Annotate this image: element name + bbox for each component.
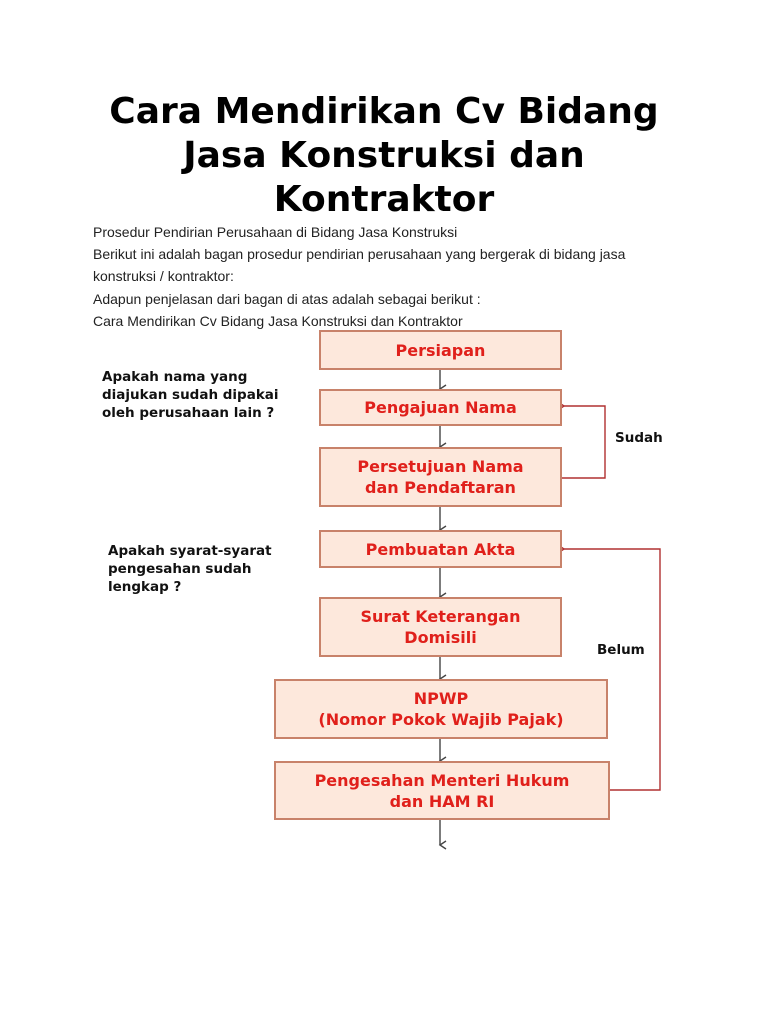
- loop-sudah: [562, 406, 605, 478]
- step-label: Pengesahan Menteri Hukum: [314, 770, 570, 790]
- step-label: (Nomor Pokok Wajib Pajak): [318, 710, 564, 729]
- question-line: lengkap ?: [108, 579, 182, 595]
- loop-belum: [564, 549, 660, 790]
- step-label: dan Pendaftaran: [365, 478, 516, 497]
- paragraph-intro-line-2: konstruksi / kontraktor:: [93, 268, 234, 284]
- step-label: Pengajuan Nama: [364, 398, 517, 417]
- question-line: pengesahan sudah: [108, 561, 252, 577]
- step-label: Persetujuan Nama: [357, 457, 524, 476]
- loop-label-belum: Belum: [597, 642, 645, 658]
- step-label: Persiapan: [395, 340, 486, 360]
- step-label: NPWP: [413, 689, 469, 708]
- step-label: Surat Keterangan: [360, 607, 521, 626]
- step-pengesahan-menteri: [274, 761, 610, 820]
- title-line: Jasa Konstruksi dan: [183, 135, 585, 176]
- question-line: diajukan sudah dipakai: [102, 387, 279, 403]
- step-pembuatan-akta: [319, 530, 562, 568]
- paragraph-caption: Cara Mendirikan Cv Bidang Jasa Konstruksi dan Kontraktor: [93, 313, 463, 329]
- step-pengajuan-nama: [319, 389, 562, 426]
- question-requirements-complete: [108, 542, 272, 596]
- question-line: Apakah nama yang: [102, 369, 248, 385]
- question-line: Apakah syarat-syarat: [108, 543, 272, 559]
- step-label: Domisili: [404, 628, 477, 647]
- step-persetujuan-nama: [319, 447, 562, 507]
- paragraph-intro-line-1: Berikut ini adalah bagan prosedur pendirian perusahaan yang bergerak di bidang jasa: [93, 246, 626, 262]
- question-name-used: [102, 368, 279, 422]
- step-persiapan: [319, 330, 562, 370]
- step-label: Pembuatan Akta: [365, 539, 516, 559]
- question-line: oleh perusahaan lain ?: [102, 405, 275, 421]
- step-label: dan HAM RI: [389, 791, 495, 811]
- title-line: Cara Mendirikan Cv Bidang: [109, 91, 659, 132]
- step-surat-keterangan-domisili: [319, 597, 562, 657]
- paragraph-explanation: Adapun penjelasan dari bagan di atas adalah sebagai berikut :: [93, 291, 481, 307]
- loop-label-sudah: Sudah: [615, 430, 663, 446]
- title-line: Kontraktor: [273, 179, 495, 220]
- paragraph-subtitle: Prosedur Pendirian Perusahaan di Bidang Jasa Konstruksi: [93, 224, 458, 240]
- step-npwp: [274, 679, 608, 739]
